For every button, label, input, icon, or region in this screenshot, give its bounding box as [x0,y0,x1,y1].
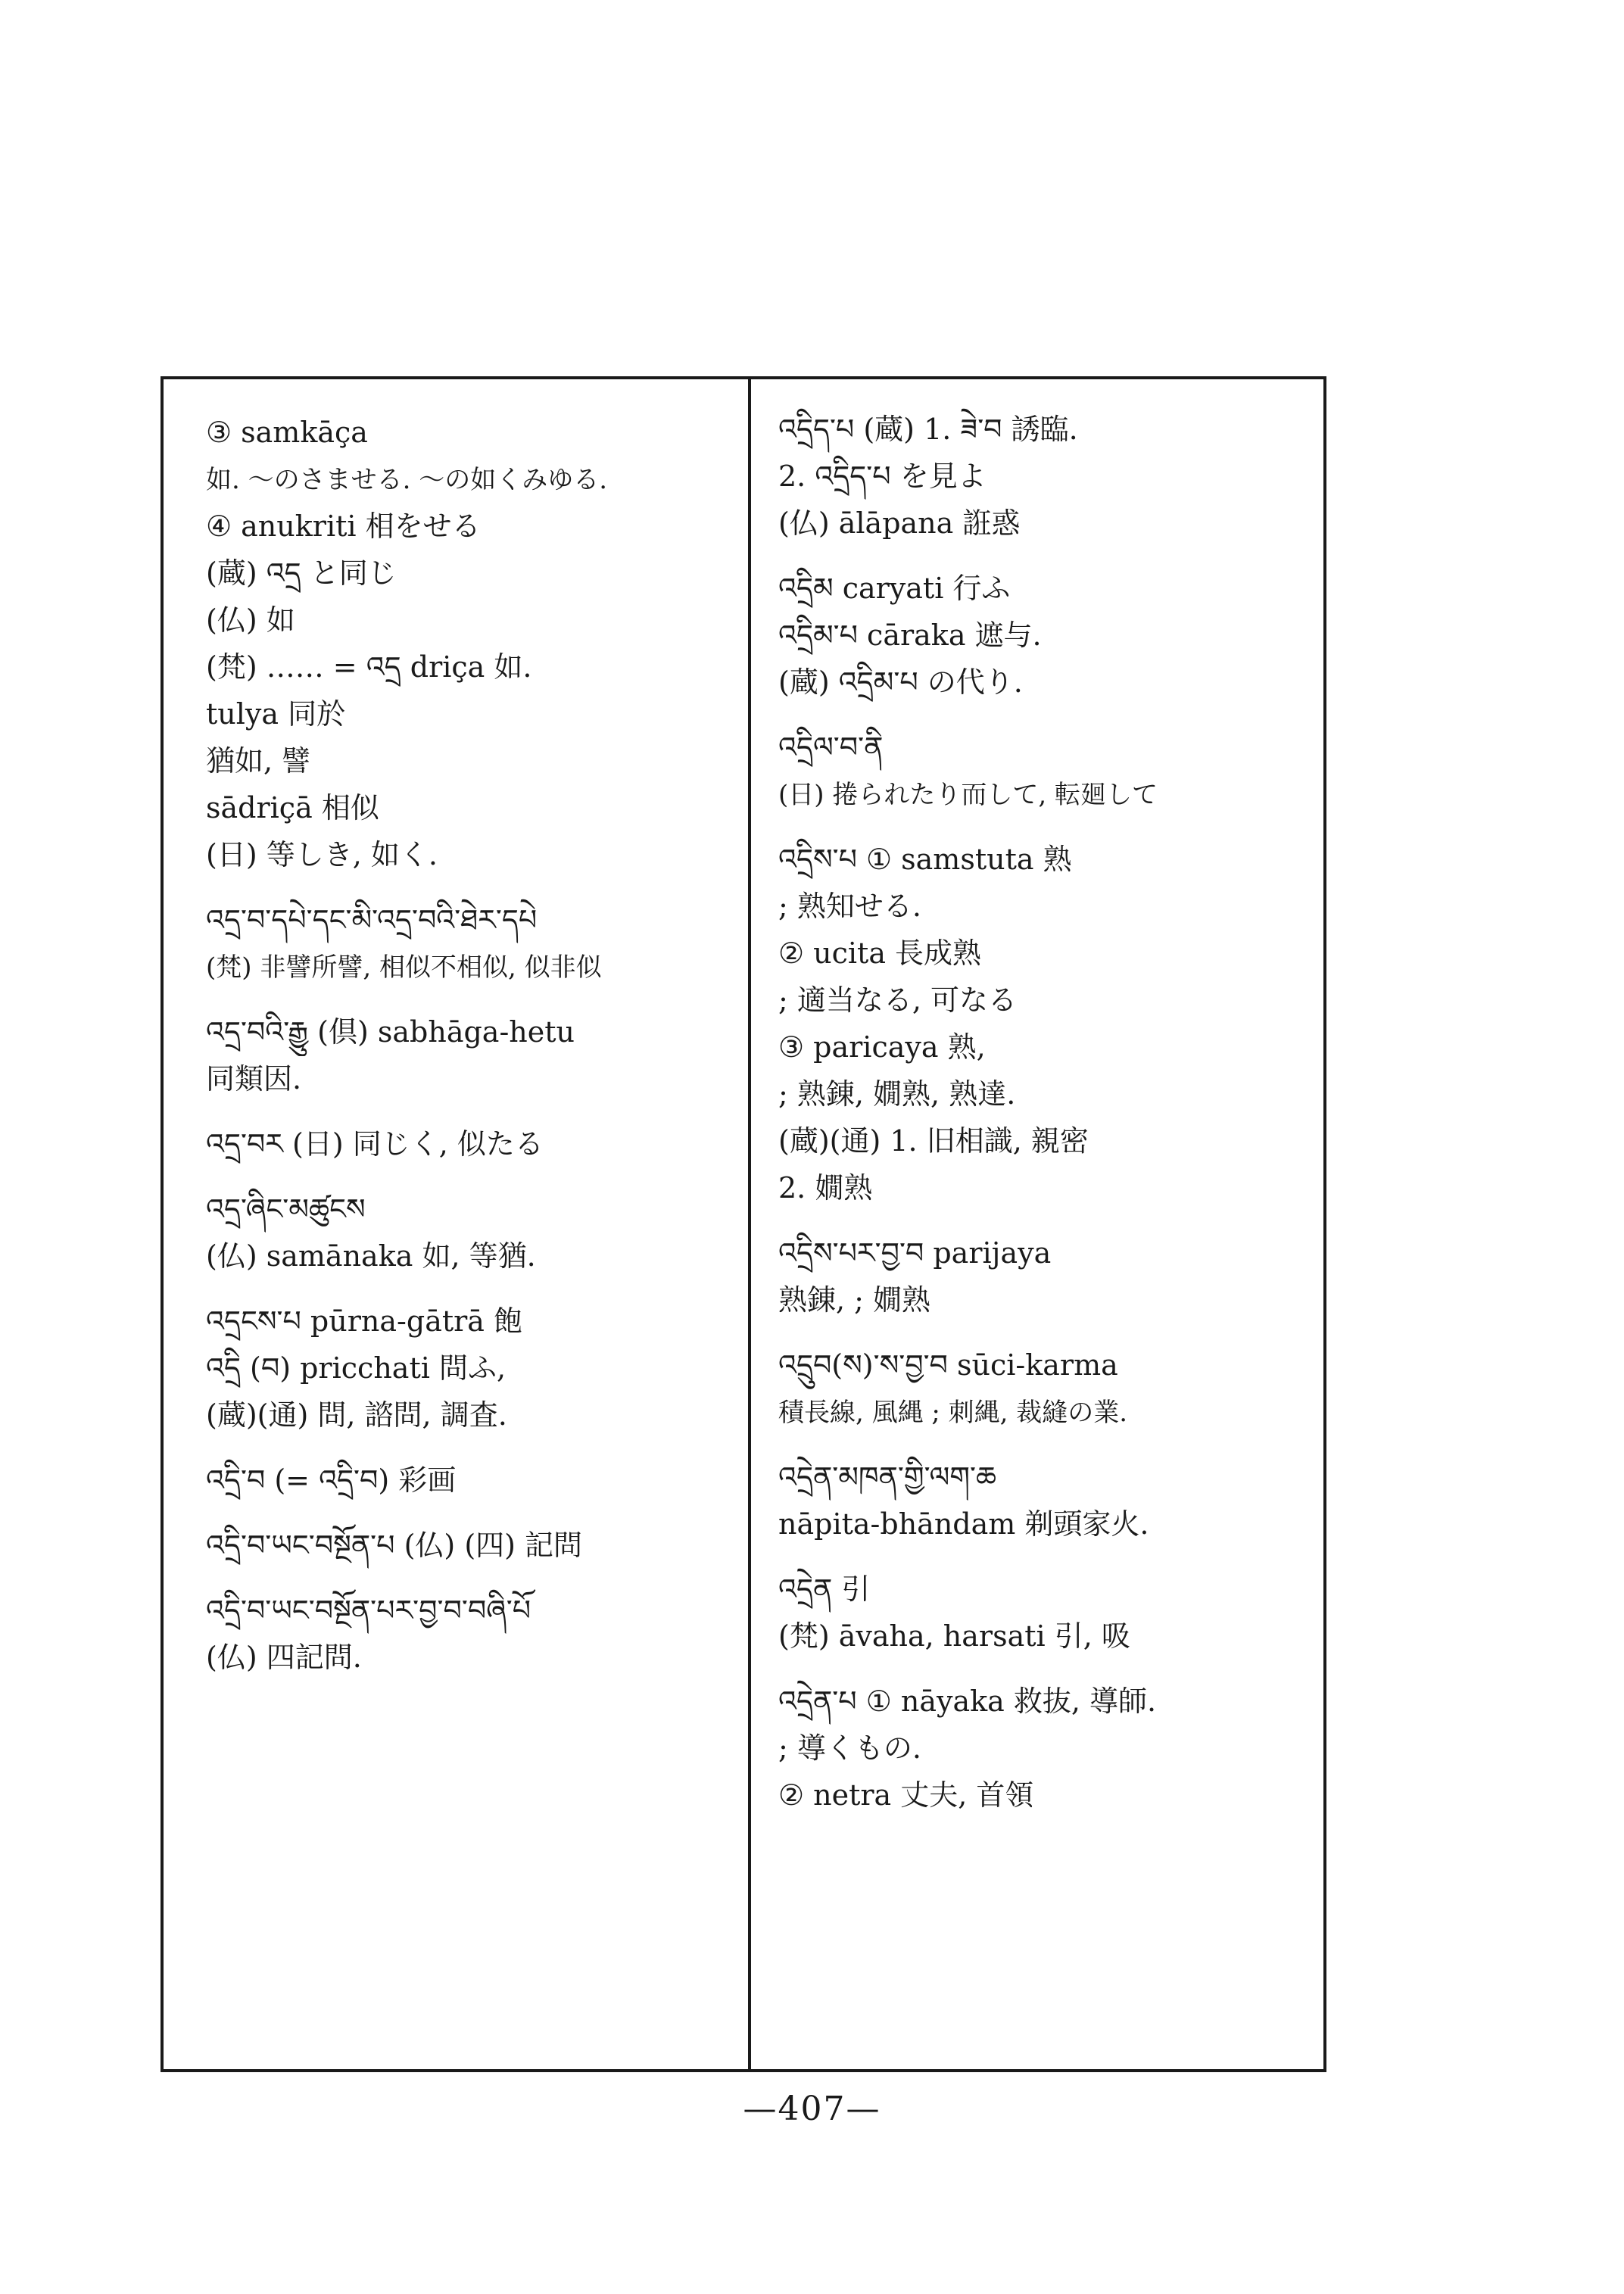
entry-line: འདྲིམ caryati 行ふ [778,572,1011,606]
entry-line: (蔵)(通) 1. 旧相識, 親密 [778,1124,1089,1158]
entry-line: (蔵) འདྲ と同じ [206,556,397,591]
entry-line: འདྲི་བ (= འདྲི་བ) 彩画 [206,1463,457,1498]
entry-line: 2. 嫺熟 [778,1171,873,1205]
right-column [751,379,1323,2069]
entry-line: འདྲ་ཞིང་མཚུངས [206,1192,366,1226]
page-frame [161,376,1326,2072]
entry-line: འདྲིམ་པ cāraka 遮与. [778,619,1042,653]
entry-line: འདྲིད་པ (蔵) 1. ཟེ་བ 誘臨. [778,413,1078,447]
entry-line: 猶如, 譬 [206,744,311,778]
entry-line: (蔵)(通) 問, 諮問, 調査. [206,1398,507,1432]
entry-line: sādriçā 相似 [206,791,379,825]
entry-line: འདྲ་བའི་རྒྱུ (倶) sabhāga-hetu [206,1015,575,1049]
entry-line: ; 熟知せる. [778,890,921,924]
entry-line: (仏) 如 [206,603,295,637]
entry-line: འདྲིལ་བ་ནི [778,731,884,765]
page-number: —407— [743,2090,881,2128]
entry-line: འདྲེན་པ ① nāyaka 救抜, 導師. [778,1685,1157,1719]
entry-line: (梵) …… = འདྲ driça 如. [206,650,532,684]
entry-line: (蔵) འདྲིམ་པ の代り. [778,665,1023,700]
entry-line: (仏) 四記問. [206,1641,362,1675]
entry-line: འདྲིས་པ ① samstuta 熟 [778,843,1072,877]
entry-line: ④ anukriti 相をせる [206,510,481,544]
entry-line: nāpita-bhāndam 剃頭家火. [778,1507,1149,1541]
entry-line: 同類因. [206,1062,302,1096]
entry-line: 熟錬, ; 嫺熟 [778,1283,931,1317]
entry-line: ③ paricaya 熟, [778,1030,986,1064]
entry-line: འདྲིས་པར་བྱ་བ parijaya [778,1236,1052,1270]
entry-line: འདྲ་བར (日) 同じく, 似たる [206,1127,544,1161]
entry-line: 2. འདྲིད་པ を見よ [778,460,987,494]
entry-line: (仏) ālāpana 誑惑 [778,506,1021,541]
entry-line: (梵) āvaha, harsati 引, 吸 [778,1619,1130,1653]
entry-line: 如. 〜のさませる. 〜の如くみゆる. [206,464,608,495]
entry-line: འདྲ་བ་དཔེ་དང་མི་འདྲ་བའི་ཐེར་དཔེ [206,903,538,937]
entry-line: (仏) samānaka 如, 等猶. [206,1239,536,1273]
entry-line: འདྲི་བ་ཡང་བསྔོན་པར་བྱ་བ་བཞི་པོ [206,1594,531,1628]
entry-line: ; 導くもの. [778,1731,921,1766]
entry-line: འདྲེན་མཁན་གྱི་ལག་ཆ [778,1460,997,1495]
entry-line: ② ucita 長成熟 [778,937,982,971]
entry-line: (日) 捲られたり而して, 転廻して [778,779,1158,810]
entry-line: (日) 等しき, 如く. [206,838,438,872]
entry-line: (梵) 非譬所譬, 相似不相似, 似非似 [206,952,602,983]
entry-line: ; 熟錬, 嫺熟, 熟達. [778,1077,1016,1111]
entry-line: འདྲི་བ་ཡང་བསྔོན་པ (仏) (四) 記問 [206,1529,583,1563]
entry-line: འདྲེན 引 [778,1572,871,1607]
entry-line: ; 適当なる, 可なる [778,983,1018,1018]
left-column [164,379,748,2069]
entry-line: འདྲི (བ) pricchati 問ふ, [206,1351,507,1385]
entry-line: ③ samkāça [206,416,368,450]
entry-line: tulya 同於 [206,697,346,731]
entry-line: ② netra 丈夫, 首領 [778,1778,1034,1812]
entry-line: འདྲུབ(ས)་ས་བྱ་བ sūci-karma [778,1348,1118,1382]
entry-line: 積長線, 風縄 ; 刺縄, 裁縫の業. [778,1397,1128,1428]
entry-line: འདྲངས་པ pūrna-gātrā 飽 [206,1304,523,1339]
